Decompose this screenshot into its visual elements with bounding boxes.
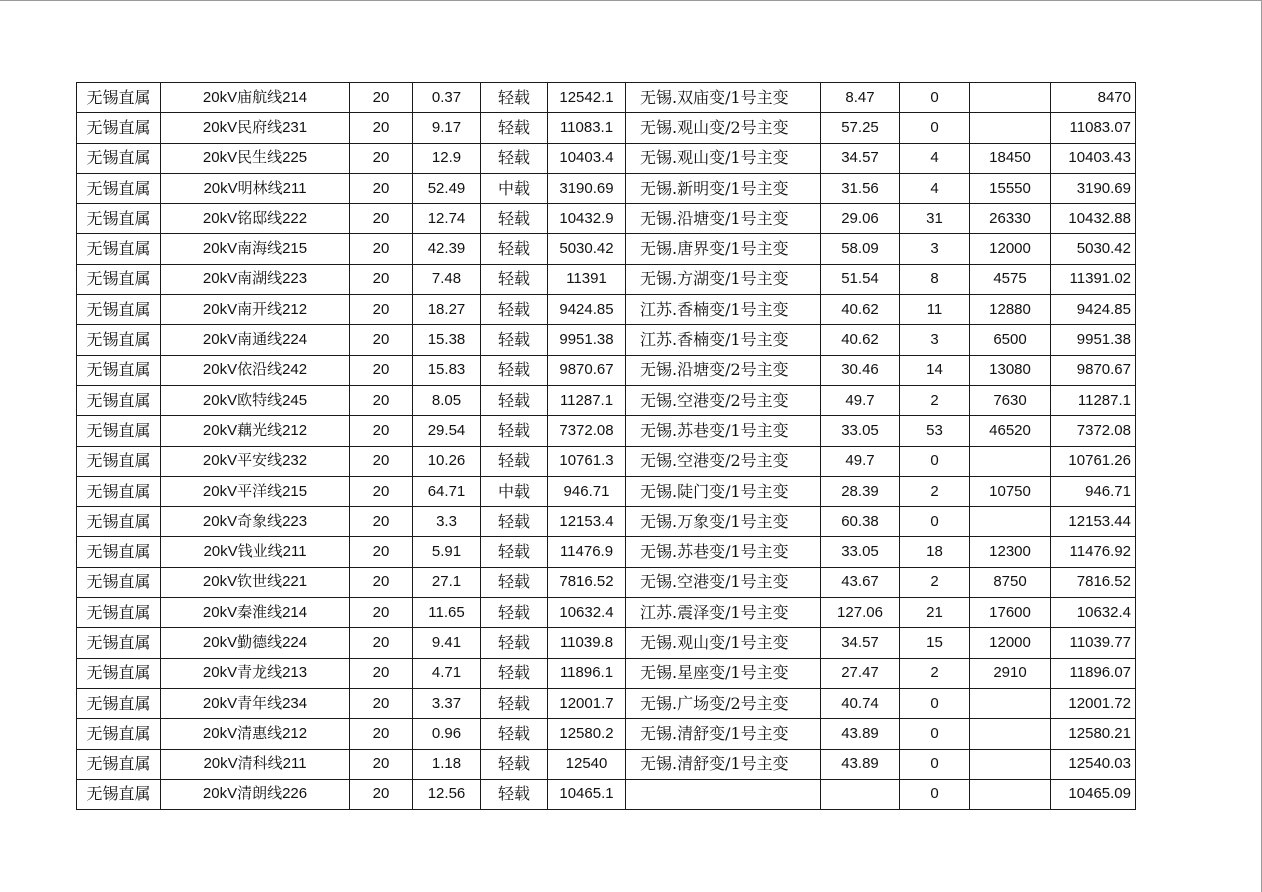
cell-substation-transformer[interactable]: 无锡.空港变/2号主变 xyxy=(626,385,821,415)
cell-capacity[interactable]: 12880 xyxy=(970,295,1051,325)
cell-load-rate[interactable]: 1.18 xyxy=(413,749,481,779)
cell-district[interactable]: 无锡直属 xyxy=(77,143,161,173)
table-row xyxy=(77,204,1136,234)
cell-substation-transformer[interactable]: 无锡.空港变/1号主变 xyxy=(626,567,821,597)
table-row xyxy=(77,113,1136,143)
table-row xyxy=(77,507,1136,537)
cell-line-name[interactable]: 20kV秦淮线214 xyxy=(161,598,350,628)
cell-capacity[interactable] xyxy=(970,113,1051,143)
cell-line-name[interactable]: 20kV南湖线223 xyxy=(161,264,350,294)
cell-line-name[interactable]: 20kV青龙线213 xyxy=(161,658,350,688)
cell-load-rate[interactable]: 0.37 xyxy=(413,83,481,113)
cell-available-capacity[interactable]: 12540.03 xyxy=(1051,749,1136,779)
cell-transformer-load-rate[interactable]: 43.67 xyxy=(821,567,900,597)
cell-remaining-capacity[interactable]: 9951.38 xyxy=(548,325,626,355)
table-row xyxy=(77,143,1136,173)
cell-count[interactable]: 2 xyxy=(900,567,970,597)
cell-line-name[interactable]: 20kV勤德线224 xyxy=(161,628,350,658)
cell-voltage[interactable]: 20 xyxy=(350,234,413,264)
cell-district[interactable]: 无锡直属 xyxy=(77,658,161,688)
cell-district[interactable]: 无锡直属 xyxy=(77,719,161,749)
cell-voltage[interactable]: 20 xyxy=(350,416,413,446)
cell-substation-transformer[interactable]: 无锡.星座变/1号主变 xyxy=(626,658,821,688)
cell-remaining-capacity[interactable]: 3190.69 xyxy=(548,173,626,203)
cell-voltage[interactable]: 20 xyxy=(350,173,413,203)
cell-remaining-capacity[interactable]: 11287.1 xyxy=(548,385,626,415)
cell-substation-transformer[interactable]: 无锡.观山变/1号主变 xyxy=(626,143,821,173)
cell-count[interactable]: 4 xyxy=(900,173,970,203)
cell-transformer-load-rate[interactable]: 29.06 xyxy=(821,204,900,234)
cell-district[interactable]: 无锡直属 xyxy=(77,507,161,537)
cell-count[interactable]: 2 xyxy=(900,385,970,415)
cell-district[interactable]: 无锡直属 xyxy=(77,264,161,294)
cell-available-capacity[interactable]: 12153.44 xyxy=(1051,507,1136,537)
cell-line-name[interactable]: 20kV平安线232 xyxy=(161,446,350,476)
cell-capacity[interactable]: 10750 xyxy=(970,476,1051,506)
cell-transformer-load-rate[interactable]: 31.56 xyxy=(821,173,900,203)
cell-load-status[interactable]: 轻载 xyxy=(481,658,548,688)
cell-capacity[interactable] xyxy=(970,83,1051,113)
cell-count[interactable]: 0 xyxy=(900,749,970,779)
cell-substation-transformer[interactable]: 无锡.观山变/1号主变 xyxy=(626,628,821,658)
cell-available-capacity[interactable]: 9951.38 xyxy=(1051,325,1136,355)
cell-count[interactable]: 8 xyxy=(900,264,970,294)
cell-substation-transformer[interactable]: 无锡.双庙变/1号主变 xyxy=(626,83,821,113)
cell-voltage[interactable]: 20 xyxy=(350,598,413,628)
cell-load-status[interactable]: 轻载 xyxy=(481,355,548,385)
cell-remaining-capacity[interactable]: 9424.85 xyxy=(548,295,626,325)
cell-district[interactable]: 无锡直属 xyxy=(77,446,161,476)
cell-available-capacity[interactable]: 11039.77 xyxy=(1051,628,1136,658)
cell-capacity[interactable]: 15550 xyxy=(970,173,1051,203)
cell-line-name[interactable]: 20kV民府线231 xyxy=(161,113,350,143)
cell-load-status[interactable]: 轻载 xyxy=(481,749,548,779)
cell-remaining-capacity[interactable]: 7816.52 xyxy=(548,567,626,597)
cell-count[interactable]: 0 xyxy=(900,83,970,113)
cell-transformer-load-rate[interactable]: 43.89 xyxy=(821,719,900,749)
table-row xyxy=(77,83,1136,113)
cell-transformer-load-rate[interactable]: 40.74 xyxy=(821,688,900,718)
cell-load-status[interactable]: 轻载 xyxy=(481,779,548,809)
cell-transformer-load-rate[interactable]: 49.7 xyxy=(821,385,900,415)
cell-load-status[interactable]: 中载 xyxy=(481,173,548,203)
cell-substation-transformer[interactable]: 江苏.香楠变/1号主变 xyxy=(626,295,821,325)
cell-available-capacity[interactable]: 9424.85 xyxy=(1051,295,1136,325)
cell-capacity[interactable]: 8750 xyxy=(970,567,1051,597)
cell-remaining-capacity[interactable]: 10761.3 xyxy=(548,446,626,476)
cell-transformer-load-rate[interactable] xyxy=(821,779,900,809)
cell-capacity[interactable] xyxy=(970,719,1051,749)
cell-voltage[interactable]: 20 xyxy=(350,113,413,143)
cell-substation-transformer[interactable]: 无锡.观山变/2号主变 xyxy=(626,113,821,143)
table-row xyxy=(77,355,1136,385)
cell-line-name[interactable]: 20kV钱业线211 xyxy=(161,537,350,567)
table-row xyxy=(77,446,1136,476)
cell-voltage[interactable]: 20 xyxy=(350,567,413,597)
cell-line-name[interactable]: 20kV藕光线212 xyxy=(161,416,350,446)
cell-transformer-load-rate[interactable]: 51.54 xyxy=(821,264,900,294)
cell-capacity[interactable]: 17600 xyxy=(970,598,1051,628)
cell-capacity[interactable]: 46520 xyxy=(970,416,1051,446)
cell-transformer-load-rate[interactable]: 34.57 xyxy=(821,628,900,658)
cell-district[interactable]: 无锡直属 xyxy=(77,204,161,234)
cell-count[interactable]: 3 xyxy=(900,325,970,355)
cell-available-capacity[interactable]: 10403.43 xyxy=(1051,143,1136,173)
cell-load-status[interactable]: 轻载 xyxy=(481,113,548,143)
cell-substation-transformer[interactable]: 江苏.香楠变/1号主变 xyxy=(626,325,821,355)
cell-remaining-capacity[interactable]: 946.71 xyxy=(548,476,626,506)
cell-load-rate[interactable]: 9.41 xyxy=(413,628,481,658)
cell-voltage[interactable]: 20 xyxy=(350,355,413,385)
cell-substation-transformer[interactable]: 无锡.苏巷变/1号主变 xyxy=(626,537,821,567)
cell-district[interactable]: 无锡直属 xyxy=(77,385,161,415)
cell-voltage[interactable]: 20 xyxy=(350,385,413,415)
cell-substation-transformer[interactable]: 无锡.万象变/1号主变 xyxy=(626,507,821,537)
cell-line-name[interactable]: 20kV依沿线242 xyxy=(161,355,350,385)
cell-available-capacity[interactable]: 3190.69 xyxy=(1051,173,1136,203)
cell-voltage[interactable]: 20 xyxy=(350,719,413,749)
cell-district[interactable]: 无锡直属 xyxy=(77,83,161,113)
cell-capacity[interactable]: 18450 xyxy=(970,143,1051,173)
cell-load-status[interactable]: 轻载 xyxy=(481,234,548,264)
cell-district[interactable]: 无锡直属 xyxy=(77,295,161,325)
cell-substation-transformer[interactable]: 无锡.空港变/2号主变 xyxy=(626,446,821,476)
cell-count[interactable]: 14 xyxy=(900,355,970,385)
cell-load-status[interactable]: 轻载 xyxy=(481,385,548,415)
cell-load-rate[interactable]: 11.65 xyxy=(413,598,481,628)
cell-available-capacity[interactable]: 12001.72 xyxy=(1051,688,1136,718)
cell-load-rate[interactable]: 7.48 xyxy=(413,264,481,294)
cell-remaining-capacity[interactable]: 12001.7 xyxy=(548,688,626,718)
cell-voltage[interactable]: 20 xyxy=(350,325,413,355)
cell-line-name[interactable]: 20kV庙航线214 xyxy=(161,83,350,113)
cell-load-rate[interactable]: 10.26 xyxy=(413,446,481,476)
cell-available-capacity[interactable]: 11083.07 xyxy=(1051,113,1136,143)
cell-count[interactable]: 3 xyxy=(900,234,970,264)
table-row xyxy=(77,598,1136,628)
cell-count[interactable]: 18 xyxy=(900,537,970,567)
cell-substation-transformer[interactable]: 无锡.沿塘变/1号主变 xyxy=(626,204,821,234)
cell-voltage[interactable]: 20 xyxy=(350,83,413,113)
cell-district[interactable]: 无锡直属 xyxy=(77,749,161,779)
cell-transformer-load-rate[interactable]: 34.57 xyxy=(821,143,900,173)
cell-voltage[interactable]: 20 xyxy=(350,749,413,779)
cell-count[interactable]: 4 xyxy=(900,143,970,173)
cell-voltage[interactable]: 20 xyxy=(350,628,413,658)
cell-load-rate[interactable]: 9.17 xyxy=(413,113,481,143)
cell-voltage[interactable]: 20 xyxy=(350,264,413,294)
cell-load-status[interactable]: 轻载 xyxy=(481,143,548,173)
cell-capacity[interactable]: 2910 xyxy=(970,658,1051,688)
cell-remaining-capacity[interactable]: 10632.4 xyxy=(548,598,626,628)
cell-transformer-load-rate[interactable]: 27.47 xyxy=(821,658,900,688)
cell-line-name[interactable]: 20kV明林线211 xyxy=(161,173,350,203)
cell-capacity[interactable] xyxy=(970,779,1051,809)
cell-load-rate[interactable]: 12.56 xyxy=(413,779,481,809)
table-row xyxy=(77,325,1136,355)
cell-available-capacity[interactable]: 11391.02 xyxy=(1051,264,1136,294)
cell-district[interactable]: 无锡直属 xyxy=(77,113,161,143)
cell-count[interactable]: 0 xyxy=(900,507,970,537)
cell-substation-transformer[interactable]: 江苏.震泽变/1号主变 xyxy=(626,598,821,628)
cell-district[interactable]: 无锡直属 xyxy=(77,476,161,506)
cell-district[interactable]: 无锡直属 xyxy=(77,537,161,567)
cell-load-rate[interactable]: 52.49 xyxy=(413,173,481,203)
table-body xyxy=(77,83,1136,810)
cell-load-rate[interactable]: 0.96 xyxy=(413,719,481,749)
table-row xyxy=(77,628,1136,658)
cell-load-status[interactable]: 轻载 xyxy=(481,598,548,628)
cell-capacity[interactable]: 12000 xyxy=(970,234,1051,264)
cell-transformer-load-rate[interactable]: 49.7 xyxy=(821,446,900,476)
table-row xyxy=(77,537,1136,567)
cell-district[interactable]: 无锡直属 xyxy=(77,325,161,355)
cell-line-name[interactable]: 20kV青年线234 xyxy=(161,688,350,718)
cell-line-name[interactable]: 20kV民生线225 xyxy=(161,143,350,173)
cell-remaining-capacity[interactable]: 12580.2 xyxy=(548,719,626,749)
cell-remaining-capacity[interactable]: 12540 xyxy=(548,749,626,779)
cell-load-status[interactable]: 轻载 xyxy=(481,537,548,567)
cell-transformer-load-rate[interactable]: 30.46 xyxy=(821,355,900,385)
cell-remaining-capacity[interactable]: 10403.4 xyxy=(548,143,626,173)
feeder-load-table xyxy=(76,82,1136,810)
cell-load-status[interactable]: 轻载 xyxy=(481,507,548,537)
cell-transformer-load-rate[interactable]: 33.05 xyxy=(821,416,900,446)
cell-substation-transformer[interactable] xyxy=(626,779,821,809)
cell-count[interactable]: 0 xyxy=(900,688,970,718)
cell-voltage[interactable]: 20 xyxy=(350,204,413,234)
cell-count[interactable]: 0 xyxy=(900,446,970,476)
cell-load-status[interactable]: 轻载 xyxy=(481,295,548,325)
cell-capacity[interactable]: 7630 xyxy=(970,385,1051,415)
cell-line-name[interactable]: 20kV钦世线221 xyxy=(161,567,350,597)
cell-load-rate[interactable]: 4.71 xyxy=(413,658,481,688)
cell-substation-transformer[interactable]: 无锡.沿塘变/2号主变 xyxy=(626,355,821,385)
cell-available-capacity[interactable]: 12580.21 xyxy=(1051,719,1136,749)
cell-count[interactable]: 11 xyxy=(900,295,970,325)
cell-load-rate[interactable]: 12.74 xyxy=(413,204,481,234)
cell-capacity[interactable]: 6500 xyxy=(970,325,1051,355)
cell-district[interactable]: 无锡直属 xyxy=(77,567,161,597)
cell-voltage[interactable]: 20 xyxy=(350,476,413,506)
cell-load-status[interactable]: 轻载 xyxy=(481,416,548,446)
cell-remaining-capacity[interactable]: 10465.1 xyxy=(548,779,626,809)
cell-load-status[interactable]: 中载 xyxy=(481,476,548,506)
cell-line-name[interactable]: 20kV南海线215 xyxy=(161,234,350,264)
cell-district[interactable]: 无锡直属 xyxy=(77,355,161,385)
cell-count[interactable]: 2 xyxy=(900,476,970,506)
cell-voltage[interactable]: 20 xyxy=(350,446,413,476)
cell-transformer-load-rate[interactable]: 40.62 xyxy=(821,325,900,355)
cell-load-rate[interactable]: 15.83 xyxy=(413,355,481,385)
cell-voltage[interactable]: 20 xyxy=(350,507,413,537)
cell-district[interactable]: 无锡直属 xyxy=(77,598,161,628)
cell-line-name[interactable]: 20kV铭邸线222 xyxy=(161,204,350,234)
table-row xyxy=(77,779,1136,809)
cell-substation-transformer[interactable]: 无锡.陡门变/1号主变 xyxy=(626,476,821,506)
cell-remaining-capacity[interactable]: 11476.9 xyxy=(548,537,626,567)
cell-load-rate[interactable]: 15.38 xyxy=(413,325,481,355)
cell-available-capacity[interactable]: 10432.88 xyxy=(1051,204,1136,234)
cell-voltage[interactable]: 20 xyxy=(350,143,413,173)
cell-substation-transformer[interactable]: 无锡.清舒变/1号主变 xyxy=(626,749,821,779)
cell-voltage[interactable]: 20 xyxy=(350,295,413,325)
cell-load-status[interactable]: 轻载 xyxy=(481,688,548,718)
table-row xyxy=(77,658,1136,688)
cell-remaining-capacity[interactable]: 11896.1 xyxy=(548,658,626,688)
cell-load-status[interactable]: 轻载 xyxy=(481,719,548,749)
cell-district[interactable]: 无锡直属 xyxy=(77,688,161,718)
cell-count[interactable]: 31 xyxy=(900,204,970,234)
cell-voltage[interactable]: 20 xyxy=(350,779,413,809)
cell-available-capacity[interactable]: 946.71 xyxy=(1051,476,1136,506)
cell-transformer-load-rate[interactable]: 43.89 xyxy=(821,749,900,779)
cell-load-status[interactable]: 轻载 xyxy=(481,567,548,597)
cell-count[interactable]: 2 xyxy=(900,658,970,688)
cell-load-rate[interactable]: 5.91 xyxy=(413,537,481,567)
cell-capacity[interactable] xyxy=(970,446,1051,476)
cell-load-rate[interactable]: 42.39 xyxy=(413,234,481,264)
cell-transformer-load-rate[interactable]: 28.39 xyxy=(821,476,900,506)
cell-district[interactable]: 无锡直属 xyxy=(77,234,161,264)
cell-line-name[interactable]: 20kV南开线212 xyxy=(161,295,350,325)
cell-remaining-capacity[interactable]: 11083.1 xyxy=(548,113,626,143)
cell-capacity[interactable]: 13080 xyxy=(970,355,1051,385)
cell-substation-transformer[interactable]: 无锡.新明变/1号主变 xyxy=(626,173,821,203)
cell-transformer-load-rate[interactable]: 57.25 xyxy=(821,113,900,143)
table-row xyxy=(77,264,1136,294)
cell-load-rate[interactable]: 27.1 xyxy=(413,567,481,597)
cell-transformer-load-rate[interactable]: 58.09 xyxy=(821,234,900,264)
table-row xyxy=(77,416,1136,446)
cell-available-capacity[interactable]: 7372.08 xyxy=(1051,416,1136,446)
cell-transformer-load-rate[interactable]: 33.05 xyxy=(821,537,900,567)
cell-capacity[interactable] xyxy=(970,688,1051,718)
cell-line-name[interactable]: 20kV南通线224 xyxy=(161,325,350,355)
cell-capacity[interactable] xyxy=(970,749,1051,779)
cell-count[interactable]: 0 xyxy=(900,779,970,809)
cell-available-capacity[interactable]: 10632.4 xyxy=(1051,598,1136,628)
cell-count[interactable]: 15 xyxy=(900,628,970,658)
cell-voltage[interactable]: 20 xyxy=(350,688,413,718)
cell-available-capacity[interactable]: 10761.26 xyxy=(1051,446,1136,476)
cell-line-name[interactable]: 20kV清朗线226 xyxy=(161,779,350,809)
cell-remaining-capacity[interactable]: 12153.4 xyxy=(548,507,626,537)
cell-load-rate[interactable]: 3.3 xyxy=(413,507,481,537)
cell-substation-transformer[interactable]: 无锡.广场变/2号主变 xyxy=(626,688,821,718)
table-row xyxy=(77,173,1136,203)
cell-transformer-load-rate[interactable]: 127.06 xyxy=(821,598,900,628)
table-row xyxy=(77,688,1136,718)
cell-load-rate[interactable]: 18.27 xyxy=(413,295,481,325)
cell-voltage[interactable]: 20 xyxy=(350,658,413,688)
cell-load-rate[interactable]: 12.9 xyxy=(413,143,481,173)
cell-available-capacity[interactable]: 11476.92 xyxy=(1051,537,1136,567)
cell-available-capacity[interactable]: 5030.42 xyxy=(1051,234,1136,264)
cell-count[interactable]: 21 xyxy=(900,598,970,628)
cell-load-rate[interactable]: 3.37 xyxy=(413,688,481,718)
cell-line-name[interactable]: 20kV平洋线215 xyxy=(161,476,350,506)
cell-load-status[interactable]: 轻载 xyxy=(481,83,548,113)
cell-available-capacity[interactable]: 11896.07 xyxy=(1051,658,1136,688)
cell-available-capacity[interactable]: 10465.09 xyxy=(1051,779,1136,809)
cell-line-name[interactable]: 20kV奇象线223 xyxy=(161,507,350,537)
cell-district[interactable]: 无锡直属 xyxy=(77,779,161,809)
table-row xyxy=(77,385,1136,415)
table-row xyxy=(77,749,1136,779)
cell-remaining-capacity[interactable]: 5030.42 xyxy=(548,234,626,264)
cell-count[interactable]: 0 xyxy=(900,113,970,143)
cell-remaining-capacity[interactable]: 9870.67 xyxy=(548,355,626,385)
cell-load-rate[interactable]: 8.05 xyxy=(413,385,481,415)
cell-voltage[interactable]: 20 xyxy=(350,537,413,567)
cell-load-status[interactable]: 轻载 xyxy=(481,204,548,234)
table-row xyxy=(77,476,1136,506)
cell-line-name[interactable]: 20kV清科线211 xyxy=(161,749,350,779)
cell-remaining-capacity[interactable]: 12542.1 xyxy=(548,83,626,113)
cell-remaining-capacity[interactable]: 10432.9 xyxy=(548,204,626,234)
cell-substation-transformer[interactable]: 无锡.方湖变/1号主变 xyxy=(626,264,821,294)
cell-remaining-capacity[interactable]: 11039.8 xyxy=(548,628,626,658)
cell-transformer-load-rate[interactable]: 60.38 xyxy=(821,507,900,537)
cell-available-capacity[interactable]: 7816.52 xyxy=(1051,567,1136,597)
cell-load-status[interactable]: 轻载 xyxy=(481,264,548,294)
cell-count[interactable]: 0 xyxy=(900,719,970,749)
table-row xyxy=(77,567,1136,597)
cell-load-rate[interactable]: 64.71 xyxy=(413,476,481,506)
cell-district[interactable]: 无锡直属 xyxy=(77,628,161,658)
cell-available-capacity[interactable]: 11287.1 xyxy=(1051,385,1136,415)
cell-load-status[interactable]: 轻载 xyxy=(481,446,548,476)
cell-remaining-capacity[interactable]: 11391 xyxy=(548,264,626,294)
cell-transformer-load-rate[interactable]: 8.47 xyxy=(821,83,900,113)
cell-capacity[interactable]: 12300 xyxy=(970,537,1051,567)
cell-substation-transformer[interactable]: 无锡.苏巷变/1号主变 xyxy=(626,416,821,446)
cell-available-capacity[interactable]: 9870.67 xyxy=(1051,355,1136,385)
cell-line-name[interactable]: 20kV清惠线212 xyxy=(161,719,350,749)
cell-capacity[interactable] xyxy=(970,507,1051,537)
table-row xyxy=(77,719,1136,749)
cell-district[interactable]: 无锡直属 xyxy=(77,173,161,203)
cell-line-name[interactable]: 20kV欧特线245 xyxy=(161,385,350,415)
cell-capacity[interactable]: 12000 xyxy=(970,628,1051,658)
cell-remaining-capacity[interactable]: 7372.08 xyxy=(548,416,626,446)
cell-available-capacity[interactable]: 8470 xyxy=(1051,83,1136,113)
cell-load-status[interactable]: 轻载 xyxy=(481,325,548,355)
cell-transformer-load-rate[interactable]: 40.62 xyxy=(821,295,900,325)
cell-load-rate[interactable]: 29.54 xyxy=(413,416,481,446)
cell-load-status[interactable]: 轻载 xyxy=(481,628,548,658)
cell-substation-transformer[interactable]: 无锡.清舒变/1号主变 xyxy=(626,719,821,749)
cell-count[interactable]: 53 xyxy=(900,416,970,446)
cell-capacity[interactable]: 26330 xyxy=(970,204,1051,234)
cell-district[interactable]: 无锡直属 xyxy=(77,416,161,446)
table-row xyxy=(77,295,1136,325)
table-row xyxy=(77,234,1136,264)
cell-capacity[interactable]: 4575 xyxy=(970,264,1051,294)
cell-substation-transformer[interactable]: 无锡.唐界变/1号主变 xyxy=(626,234,821,264)
